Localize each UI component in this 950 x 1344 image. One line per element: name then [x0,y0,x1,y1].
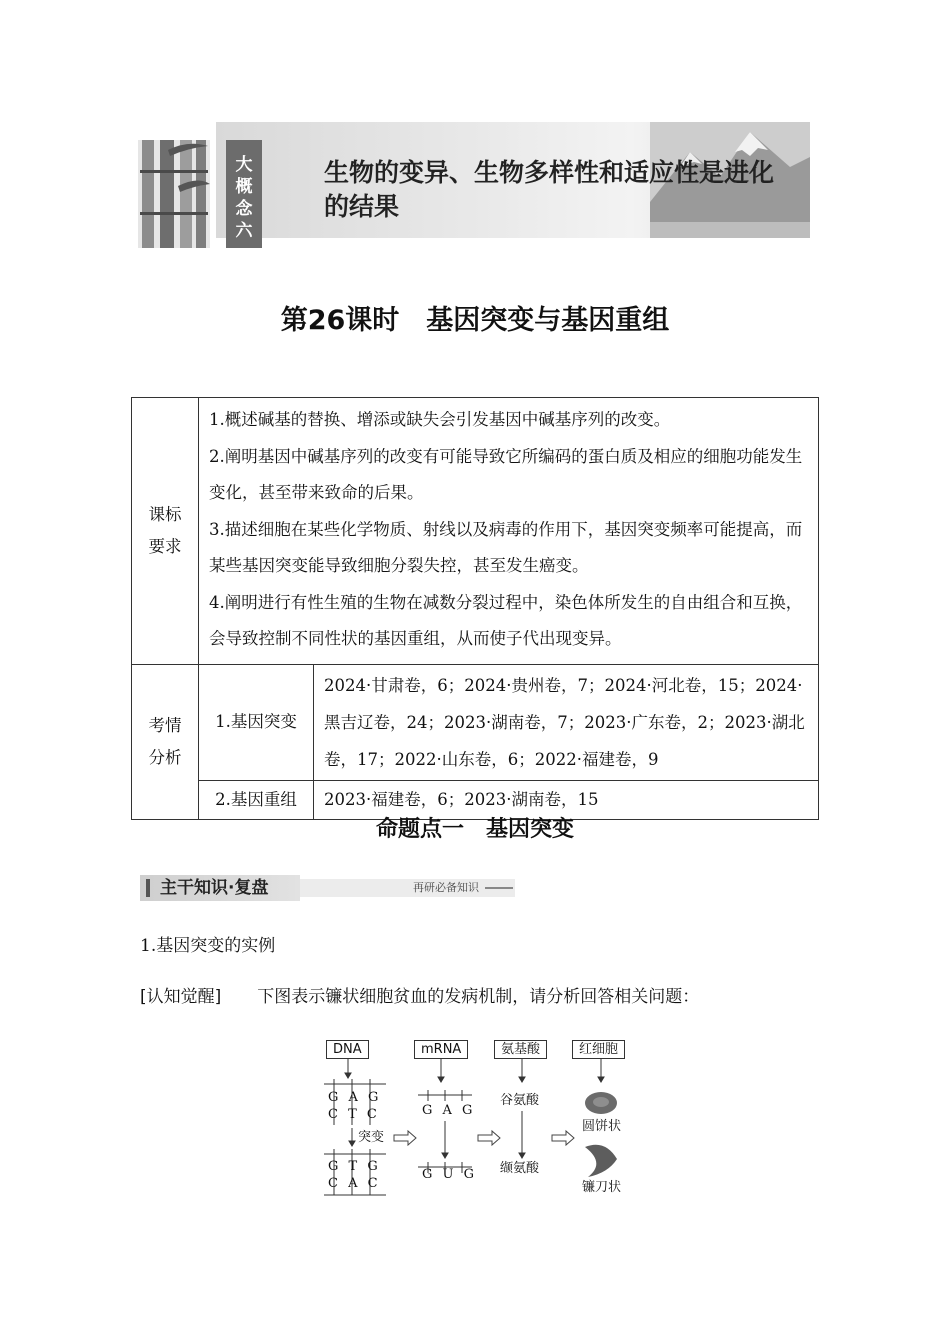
sickle-cell-icon [585,1145,617,1177]
banner-tag-char: 概 [235,177,253,197]
mrna-bottom: G U G [422,1167,474,1182]
intro-text: 下图表示镰状细胞贫血的发病机制，请分析回答相关问题： [257,987,700,1007]
table-row [132,398,819,665]
amino-acid-top: 谷氨酸 [500,1093,540,1108]
requirements-table [131,397,819,820]
dna-top-strand1: G A G [328,1090,379,1105]
dna-bottom-strand2: C A C [328,1176,378,1191]
analysis-category: 2.基因重组 [199,780,314,819]
divider [485,887,513,889]
paragraph-intro [140,985,699,1009]
knowledge-bar-label: 主干知识·复盘 [160,878,269,898]
banner-tag-char: 大 [235,155,253,175]
requirements-list [199,398,819,665]
section-title: 命题点一 基因突变 [375,817,574,842]
amino-acid-bottom: 缬氨酸 [500,1161,540,1176]
bar-marker-icon [146,879,150,897]
analysis-sources: 2024·甘肃卷，6；2024·贵州卷，7；2024·河北卷，15；2024·黑吉辽卷，24；2023·湖南卷，7；2023·广东卷，2；2023·湖北卷，17；2022·山东卷，6；2022·福建卷，9 [314,664,819,780]
lesson-title: 第26课时 基因突变与基因重组 [280,305,670,336]
banner-tag-char: 念 [235,199,253,219]
dna-top-strand2: C T C [328,1107,377,1122]
paragraph-heading: 1.基因突变的实例 [140,936,276,956]
cell-top-label: 圆饼状 [582,1119,622,1134]
red-cell-label-box: 红细胞 [572,1040,625,1059]
amino-acid-label-box: 氨基酸 [494,1040,547,1059]
analysis-header: 考情分析 [132,664,199,819]
dna-label-box: DNA [326,1040,369,1059]
cell-bottom-label: 镰刀状 [582,1180,622,1195]
requirements-header: 课标要求 [132,398,199,665]
bamboo-image [138,140,210,248]
awareness-tag: [认知觉醒] [140,987,222,1007]
banner-tag-char: 六 [235,221,253,241]
requirement-item: 4.阐明进行有性生殖的生物在减数分裂过程中，染色体所发生的自由组合和互换，会导致控制不同性状的基因重组，从而使子代出现变异。 [209,592,803,648]
analysis-category: 1.基因突变 [199,664,314,780]
requirement-item: 2.阐明基因中碱基序列的改变有可能导致它所编码的蛋白质及相应的细胞功能发生变化，甚至带来致命的后果。 [209,446,803,502]
requirement-item: 3.描述细胞在某些化学物质、射线以及病毒的作用下，基因突变频率可能提高，而某些基因突变能导致细胞分裂失控，甚至发生癌变。 [209,519,803,575]
table-row [132,664,819,780]
knowledge-bar [140,875,515,901]
mrna-top: G A G [422,1103,473,1118]
knowledge-bar-subtitle: 再研必备知识 [413,881,479,894]
mutation-label: 突变 [358,1130,385,1145]
banner-title: 生物的变异、生物多样性和适应性是进化的结果 [324,158,775,221]
unit-banner [138,122,810,248]
dna-bottom-strand1: G T G [328,1159,378,1174]
mrna-label-box: mRNA [414,1040,468,1059]
sickle-cell-figure [320,1035,640,1200]
analysis-sources: 2023·福建卷，6；2023·湖南卷，15 [314,780,819,819]
requirement-item: 1.概述碱基的替换、增添或缺失会引发基因中碱基序列的改变。 [209,410,671,429]
banner-concept-tag [226,140,262,248]
